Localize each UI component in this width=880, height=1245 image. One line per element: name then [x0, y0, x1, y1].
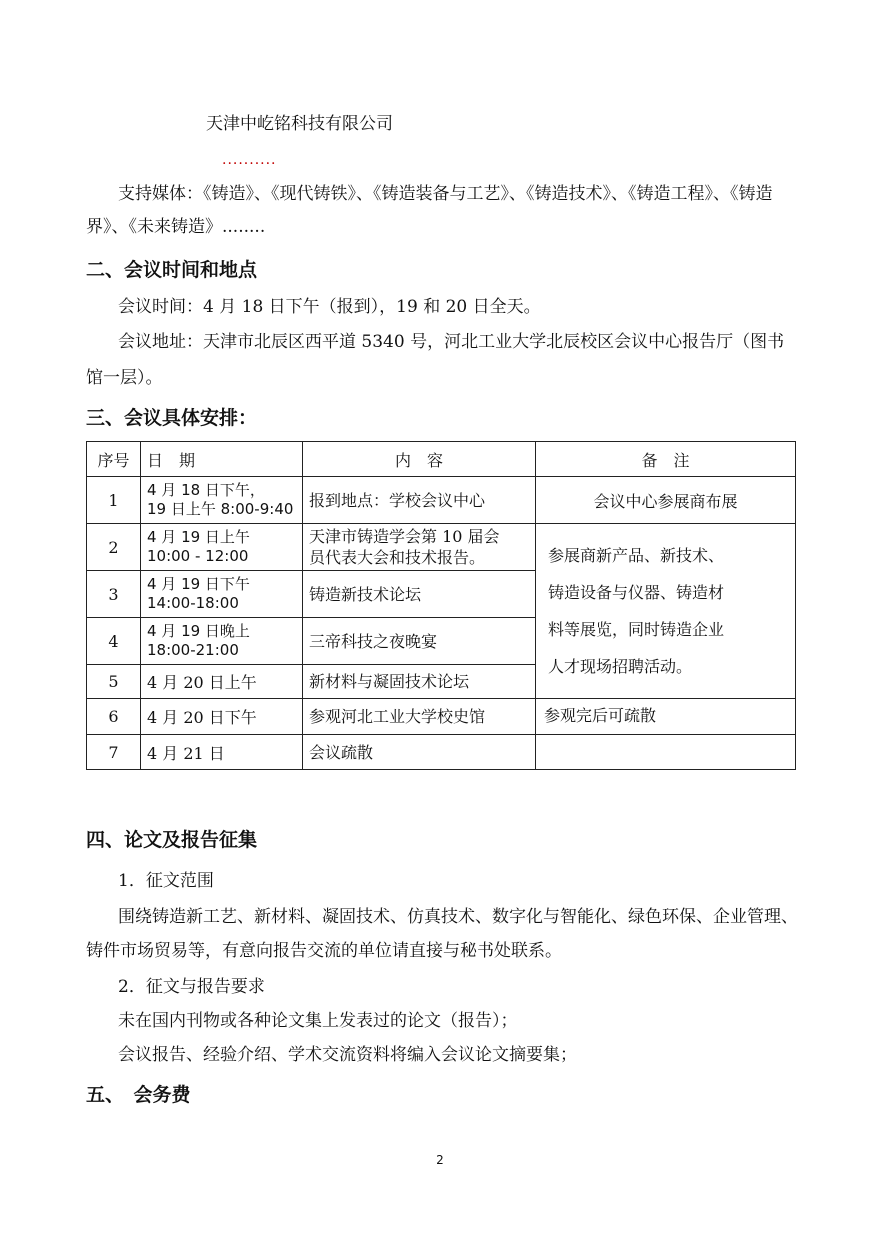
merged-note: [536, 524, 796, 699]
page-number: 2: [436, 1153, 444, 1167]
row-content: [303, 524, 536, 571]
row-no: 7: [87, 735, 141, 770]
header-content: 内 容: [303, 442, 536, 477]
row-content: 三帝科技之夜晚宴: [303, 618, 536, 665]
meeting-time: 会议时间：4 月 18 日下午（报到），19 和 20 日全天。: [118, 297, 541, 317]
ellipsis-red: ..........: [222, 152, 277, 168]
sub-heading-requirements: 2．征文与报告要求: [118, 977, 265, 997]
row-date: [141, 477, 303, 524]
media-line-2: 界》、《未来铸造》........: [86, 217, 266, 237]
row-note: 参观完后可疏散: [536, 699, 796, 735]
date-line: 4 月 18 日下午，: [147, 481, 265, 499]
row-note: 会议中心参展商布展: [536, 477, 796, 524]
merged-note-line: 参展商新产品、新技术、: [548, 546, 725, 565]
meeting-address-2: 馆一层）。: [86, 368, 163, 388]
schedule-table: [86, 441, 796, 770]
row-date: [141, 618, 303, 665]
time-line: 18:00-21:00: [147, 641, 239, 659]
row-no: 6: [87, 699, 141, 735]
section-2-heading: 二、会议时间和地点: [86, 259, 258, 281]
row-content: 会议疏散: [303, 735, 536, 770]
row-date: 4 月 21 日: [141, 735, 303, 770]
section-3-heading: 三、会议具体安排：: [86, 407, 258, 429]
header-no: 序号: [87, 442, 141, 477]
table-row: [87, 524, 796, 571]
row-content: 参观河北工业大学校史馆: [303, 699, 536, 735]
time-line: 14:00-18:00: [147, 594, 239, 612]
table-row: [87, 699, 796, 735]
row-no: 4: [87, 618, 141, 665]
table-header-row: [87, 442, 796, 477]
row-content: 新材料与凝固技术论坛: [303, 665, 536, 699]
row-date: 4 月 20 日下午: [141, 699, 303, 735]
date-line: 4 月 19 日下午: [147, 575, 250, 593]
row-date: [141, 524, 303, 571]
header-note: 备 注: [536, 442, 796, 477]
date-line: 4 月 19 日晚上: [147, 622, 250, 640]
time-line: 19 日上午 8:00-9:40: [147, 500, 294, 518]
date-line: 4 月 19 日上午: [147, 528, 250, 546]
section-4-heading: 四、论文及报告征集: [86, 829, 258, 851]
row-no: 3: [87, 571, 141, 618]
media-line-1: 支持媒体：《铸造》、《现代铸铁》、《铸造装备与工艺》、《铸造技术》、《铸造工程》、《铸造: [118, 184, 773, 204]
merged-note-line: 铸造设备与仪器、铸造材: [548, 583, 725, 602]
row-no: 2: [87, 524, 141, 571]
row-content: 报到地点：学校会议中心: [303, 477, 536, 524]
merged-note-line: 料等展览，同时铸造企业: [548, 620, 725, 639]
meeting-address-1: 会议地址：天津市北辰区西平道 5340 号，河北工业大学北辰校区会议中心报告厅（图书: [118, 332, 785, 352]
table-row: [87, 735, 796, 770]
content-line: 员代表大会和技术报告。: [309, 548, 486, 567]
row-content: 铸造新技术论坛: [303, 571, 536, 618]
requirement-2: 会议报告、经验介绍、学术交流资料将编入会议论文摘要集；: [118, 1045, 577, 1065]
section-5-heading: 五、 会务费: [86, 1084, 191, 1106]
row-no: 1: [87, 477, 141, 524]
row-note: [536, 735, 796, 770]
requirement-1: 未在国内刊物或各种论文集上发表过的论文（报告）；: [118, 1011, 518, 1031]
scope-line-2: 铸件市场贸易等，有意向报告交流的单位请直接与秘书处联系。: [86, 941, 562, 961]
table-row: [87, 477, 796, 524]
scope-line-1: 围绕铸造新工艺、新材料、凝固技术、仿真技术、数字化与智能化、绿色环保、企业管理、: [118, 907, 798, 927]
row-no: 5: [87, 665, 141, 699]
sub-heading-scope: 1．征文范围: [118, 871, 214, 891]
company-name: 天津中屹铭科技有限公司: [206, 114, 393, 134]
row-date: [141, 571, 303, 618]
time-line: 10:00 - 12:00: [147, 547, 249, 565]
row-date: 4 月 20 日上午: [141, 665, 303, 699]
header-date: 日 期: [141, 442, 303, 477]
merged-note-line: 人才现场招聘活动。: [548, 657, 693, 676]
content-line: 天津市铸造学会第 10 届会: [309, 527, 500, 546]
